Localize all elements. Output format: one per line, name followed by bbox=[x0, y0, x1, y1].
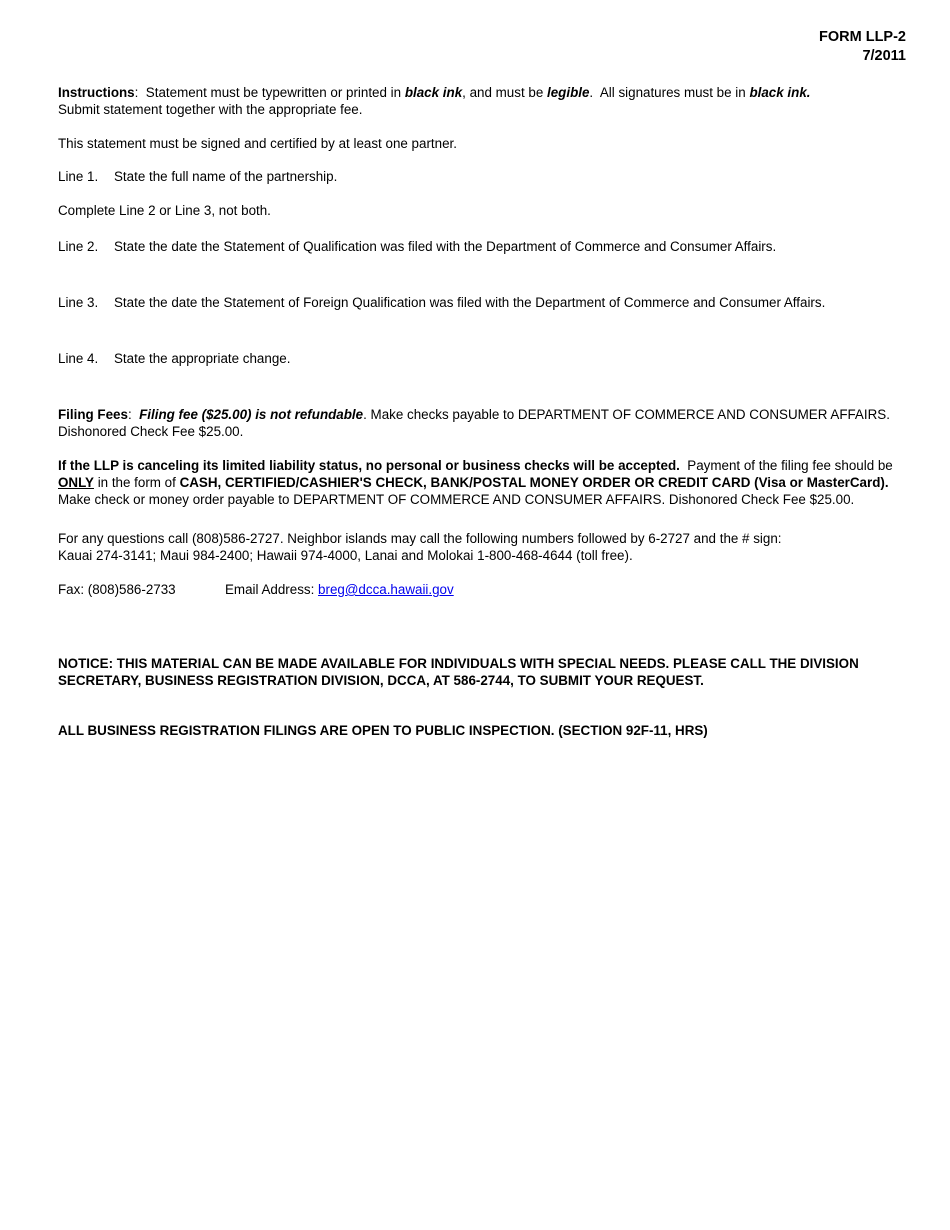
questions-paragraph: For any questions call (808)586-2727. Neighbor islands may call the following numbers followed by 6-2727 and the # sign: Kauai 274-3141; Maui 984-2400; Hawaii 974-4000, Lanai and Molokai 1-800-468-4644 (toll free). bbox=[58, 531, 782, 563]
line-text: State the date the Statement of Foreign Qualification was filed with the Department of Commerce and Consumer Affairs. bbox=[114, 295, 826, 310]
email-label: Email Address: bbox=[225, 582, 319, 597]
form-name: FORM LLP-2 bbox=[819, 29, 906, 45]
line-number: Line 3. bbox=[58, 295, 99, 310]
certify-note: This statement must be signed and certified by at least one partner. bbox=[58, 136, 457, 151]
instructions-label: Instructions bbox=[58, 85, 135, 100]
only-emphasis: ONLY bbox=[58, 475, 94, 490]
line-text: State the full name of the partnership. bbox=[114, 169, 338, 184]
line-2-instruction bbox=[58, 238, 898, 255]
non-refundable-note: Filing fee ($25.00) is not refundable bbox=[139, 407, 364, 422]
filing-fees-label: Filing Fees bbox=[58, 407, 128, 422]
complete-note: Complete Line 2 or Line 3, not both. bbox=[58, 203, 271, 218]
line-1-instruction bbox=[58, 168, 898, 185]
form-identifier bbox=[819, 28, 906, 66]
line-number: Line 4. bbox=[58, 351, 99, 366]
email-link[interactable]: breg@dcca.hawaii.gov bbox=[318, 582, 454, 597]
filing-fees-paragraph: Filing Fees: Filing fee ($25.00) is not refundable. Make checks payable to DEPARTMENT OF COMMERCE AND CONSUMER AFFAIRS. Dishonored Check Fee $25.00. bbox=[58, 407, 898, 439]
special-needs-notice: NOTICE: THIS MATERIAL CAN BE MADE AVAILABLE FOR INDIVIDUALS WITH SPECIAL NEEDS. PLEASE CALL THE DIVISION SECRETARY, BUSINESS REGISTRATION DIVISION, DCCA, AT 586-2744, TO SUBMIT YOUR REQUEST. bbox=[58, 656, 859, 688]
emphasis-legible: legible bbox=[547, 85, 590, 100]
line-number: Line 2. bbox=[58, 239, 99, 254]
submit-note: Submit statement together with the appropriate fee. bbox=[58, 102, 363, 117]
payment-methods: CASH, CERTIFIED/CASHIER'S CHECK, BANK/POSTAL MONEY ORDER OR CREDIT CARD (Visa or MasterCard). bbox=[179, 475, 889, 490]
line-text: State the date the Statement of Qualification was filed with the Department of Commerce and Consumer Affairs. bbox=[114, 239, 777, 254]
instructions-paragraph: Instructions: Statement must be typewritten or printed in black ink, and must be legible. All signatures must be in black ink. Submit statement together with the appropriate fee. bbox=[58, 85, 811, 117]
cancellation-warning: If the LLP is canceling its limited liability status, no personal or business checks will be accepted. bbox=[58, 458, 680, 473]
public-inspection-notice: ALL BUSINESS REGISTRATION FILINGS ARE OPEN TO PUBLIC INSPECTION. (SECTION 92F-11, HRS) bbox=[58, 723, 708, 738]
emphasis-black-ink-signatures: black ink. bbox=[749, 85, 811, 100]
line-3-instruction bbox=[58, 294, 898, 311]
instructions-content bbox=[58, 84, 898, 739]
line-number: Line 1. bbox=[58, 169, 99, 184]
emphasis-black-ink: black ink bbox=[404, 85, 463, 100]
line-text: State the appropriate change. bbox=[114, 351, 291, 366]
contact-line bbox=[58, 581, 898, 598]
form-date: 7/2011 bbox=[862, 48, 906, 64]
fax-number: Fax: (808)586-2733 bbox=[58, 582, 176, 597]
line-4-instruction bbox=[58, 350, 898, 367]
cancellation-paragraph: If the LLP is canceling its limited liability status, no personal or business checks will be accepted. Payment of the filing fee should be ONLY in the form of CASH, CERTIFIED/CASHIER'S CHECK, BANK/POSTAL MONEY ORDER OR CREDIT CARD (Visa or MasterCard). Make check or money order payable to DEPARTMENT OF COMMERCE AND CONSUMER AFFAIRS. Dishonored Check Fee $25.00. bbox=[58, 458, 897, 507]
